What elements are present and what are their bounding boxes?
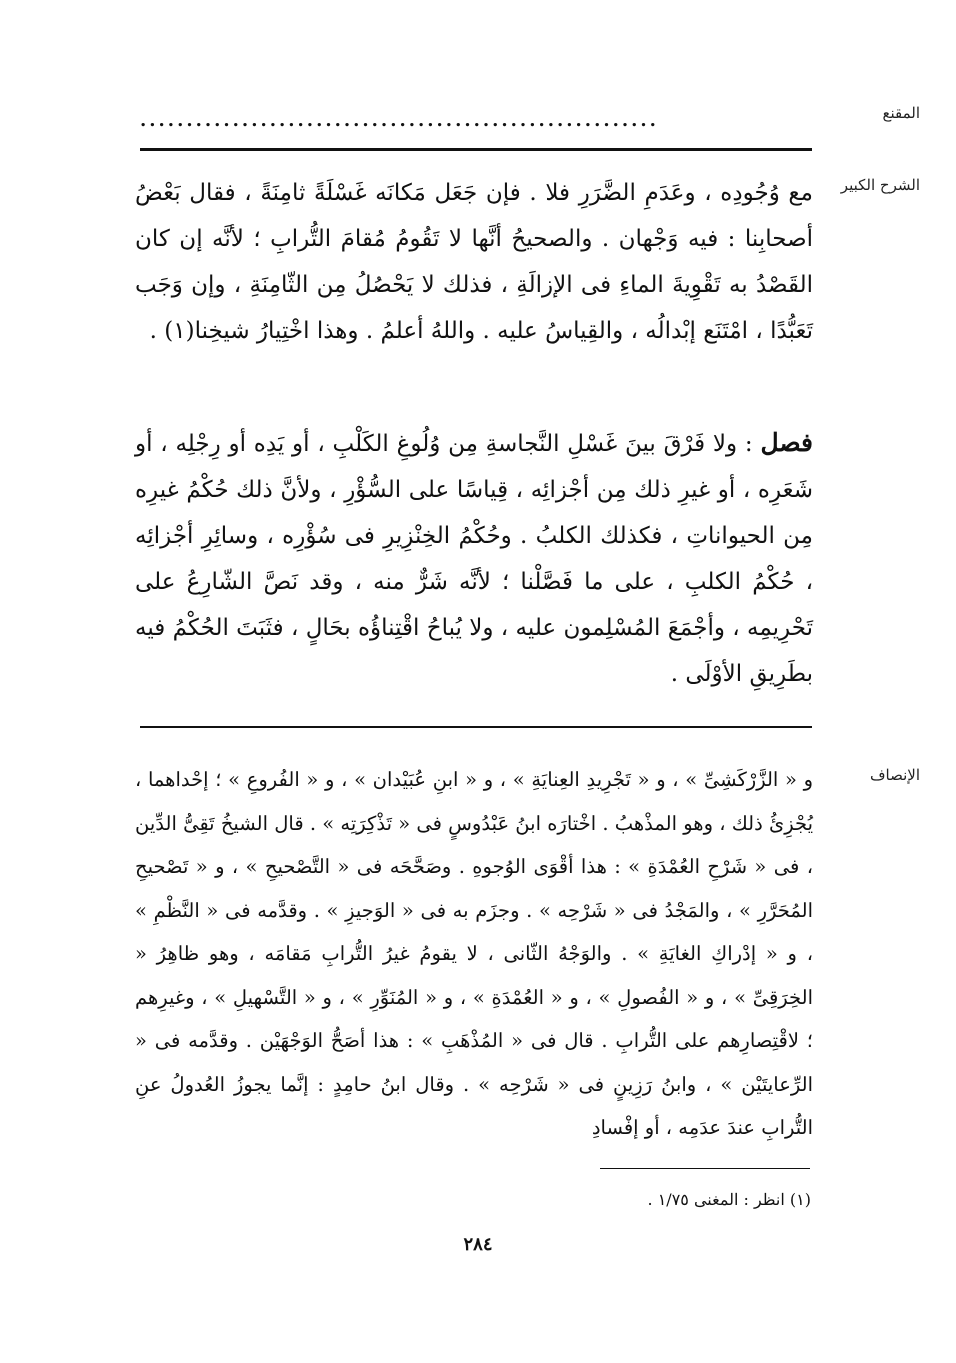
fasl-text: : ولا فَرْقَ بينَ غَسْلِ النَّجاسةِ مِن وُلُوغِ الكَلْبِ ، أو يَدِه أو رِجْلِه ، أو شَعَرِه ، أو غيرِ ذلك مِن أجْزائِه ، قِياسًا على السُّؤْرِ ، ولأنَّ ذلك حُكْمُ غيرِه مِن الحيواناتِ ، فكذلك الكلبُ . وحُكْمُ الخِنْزِيرِ فى سُؤْرِه ، وسائِرِ أجْزائِه ، حُكْمُ الكلبِ ، على ما فَصَّلْنا ؛ لأنَّه شَرٌّ منه ، وقد نَصَّ الشّارِعُ على تَحْرِيمِه ، وأجْمَعَ المُسْلِمون عليه ، ولا يُباحُ اقْتِناؤُه بحَالٍ ، فثَبَتَ الحُكْمُ فيه بطَرِيقِ الأوْلَى .	[135, 431, 813, 687]
footnote-separator	[600, 1168, 810, 1169]
insaf-paragraph	[135, 758, 813, 1150]
running-title: المقنع	[882, 104, 920, 122]
footnote: (١) انظر : المغنى ١/٧٥ .	[647, 1190, 811, 1209]
sharh-paragraph	[135, 170, 813, 354]
sharh-text: مع وُجُودِه ، وعَدَمِ الضَّرَرِ فلا . فإن جَعَل مَكانَه غَسْلَةً ثامِنَةً ، فقال بَعْضُ أصحابِنا : فيه وَجْهان . والصحيحُ أنَّها لا تَقُومُ مُقامَ التُّرابِ ؛ لأنَّه إن كان القَصْدُ به تَقْوِيةَ الماءِ فى الإزالَةِ ، فذلك لا يَحْصُلُ مِن الثّامِنَةِ ، وإن وَجَب تَعَبُّدًا ، امْتَنَع إبْدالُه ، والقِياسُ عليه . واللهُ أعلمُ . وهذا اخْتِيارُ شيخِنا(١) .	[135, 180, 813, 344]
fasl-body	[135, 420, 813, 697]
fasl-heading: فصل	[760, 428, 814, 457]
insaf-text: و « الزَّرْكَشِىِّ » ، و « تَجْرِيدِ العِنايَةِ » ، و « ابنِ عُبَيْدان » ، و « الفُروعِ » ؛ إحْداهما ، يُجْزِئُ ذلك ، وهو المذْهبُ . اخْتارَه ابنُ عَبْدُوسٍ فى « تَذْكِرَتِه » . قال الشيخُ تَقِىُّ الدِّين ، فى « شَرْحِ العُمْدَةِ » : هذا أقْوَى الوُجوهِ . وصَحَّحَه فى « التَّصْحيحِ » ، و « تَصْحيحِ المُحَرَّرِ » ، والمَجْدُ فى « شَرْحِه » . وجزَم به فى « الوَجيزِ » . وقدَّمه فى « النَّظْمِ » ، و « إدْراكِ الغايَةِ » . والوَجْهُ الثّانى ، لا يقومُ غيرُ التُّرابِ مَقامَه ، وهو ظاهِرُ « الخِرَقِىِّ » ، و « الفُصولِ » ، و « العُمْدَةِ » ، و « المُنَوِّرِ » ، و « التَّسْهيلِ » ، وغيرِهم ؛ لاقْتِصارِهم على التُّرابِ . قال فى « المُذْهَبِ » : هذا أصَحُّ الوَجْهَيْن . وقدَّمه فى « الرِّعايتَيْن » ، وابنُ رَزِينٍ فى « شَرْحِه » . وقال ابنُ حامِدٍ : إنَّما يجوزُ العُدولُ عنِ التُّرابِ عندَ عدَمِه ، أو إفْسادِ	[135, 768, 813, 1139]
sharh-label: الشرح الكبير	[840, 176, 920, 194]
fasl-paragraph	[135, 420, 813, 697]
section-divider	[140, 726, 812, 728]
header-rule	[140, 148, 812, 151]
page-number: ٢٨٤	[463, 1234, 493, 1255]
insaf-label: الإنصاف	[869, 766, 920, 784]
header-dotted-leader: ........................................................	[140, 110, 659, 130]
